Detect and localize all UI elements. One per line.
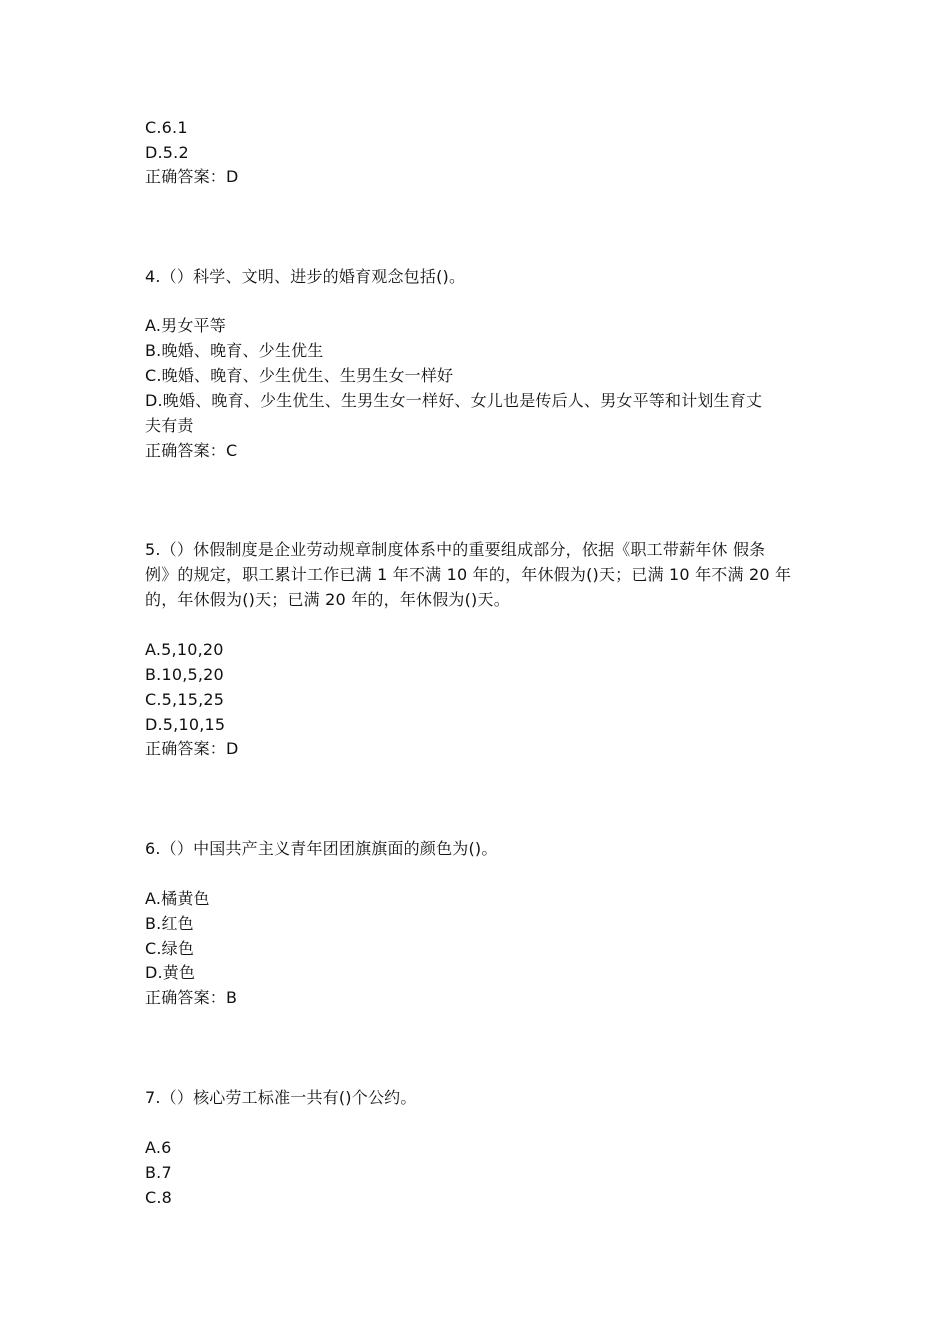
option-b-q5: B.10,5,20 <box>145 665 224 684</box>
option-d-q4-cont: 夫有责 <box>145 416 194 435</box>
answer-q5: 正确答案：D <box>145 739 239 758</box>
option-a-q4: A.男女平等 <box>145 316 226 335</box>
option-c-q5: C.5,15,25 <box>145 690 225 709</box>
option-d-q3: D.5.2 <box>145 143 189 162</box>
option-c-q7: C.8 <box>145 1188 173 1207</box>
question-5-line-2: 例》的规定，职工累计工作已满 1 年不满 10 年的，年休假为()天；已满 10 年不满 20 年 <box>145 565 792 584</box>
option-d-q4: D.晚婚、晚育、少生优生、生男生女一样好、女儿也是传后人、男女平等和计划生育丈 <box>145 391 763 410</box>
answer-q4: 正确答案：C <box>145 441 238 460</box>
option-c-q6: C.绿色 <box>145 939 195 958</box>
option-b-q6: B.红色 <box>145 914 194 933</box>
question-5: 5.（）休假制度是企业劳动规章制度体系中的重要组成部分，依据《职工带薪年休 假条 <box>145 540 766 559</box>
option-a-q7: A.6 <box>145 1138 172 1157</box>
option-d-q5: D.5,10,15 <box>145 715 226 734</box>
option-a-q6: A.橘黄色 <box>145 889 210 908</box>
option-b-q7: B.7 <box>145 1163 172 1182</box>
question-4: 4.（）科学、文明、进步的婚育观念包括()。 <box>145 267 466 286</box>
question-7: 7.（）核心劳工标准一共有()个公约。 <box>145 1088 417 1107</box>
option-c-q4: C.晚婚、晚育、少生优生、生男生女一样好 <box>145 366 454 385</box>
question-5-line-3: 的，年休假为()天；已满 20 年的，年休假为()天。 <box>145 590 510 609</box>
option-c-q3: C.6.1 <box>145 118 188 137</box>
option-a-q5: A.5,10,20 <box>145 640 224 659</box>
answer-q3: 正确答案：D <box>145 167 239 186</box>
answer-q6: 正确答案：B <box>145 988 238 1007</box>
option-d-q6: D.黄色 <box>145 963 196 982</box>
question-6: 6.（）中国共产主义青年团团旗旗面的颜色为()。 <box>145 839 498 858</box>
option-b-q4: B.晚婚、晚育、少生优生 <box>145 341 324 360</box>
